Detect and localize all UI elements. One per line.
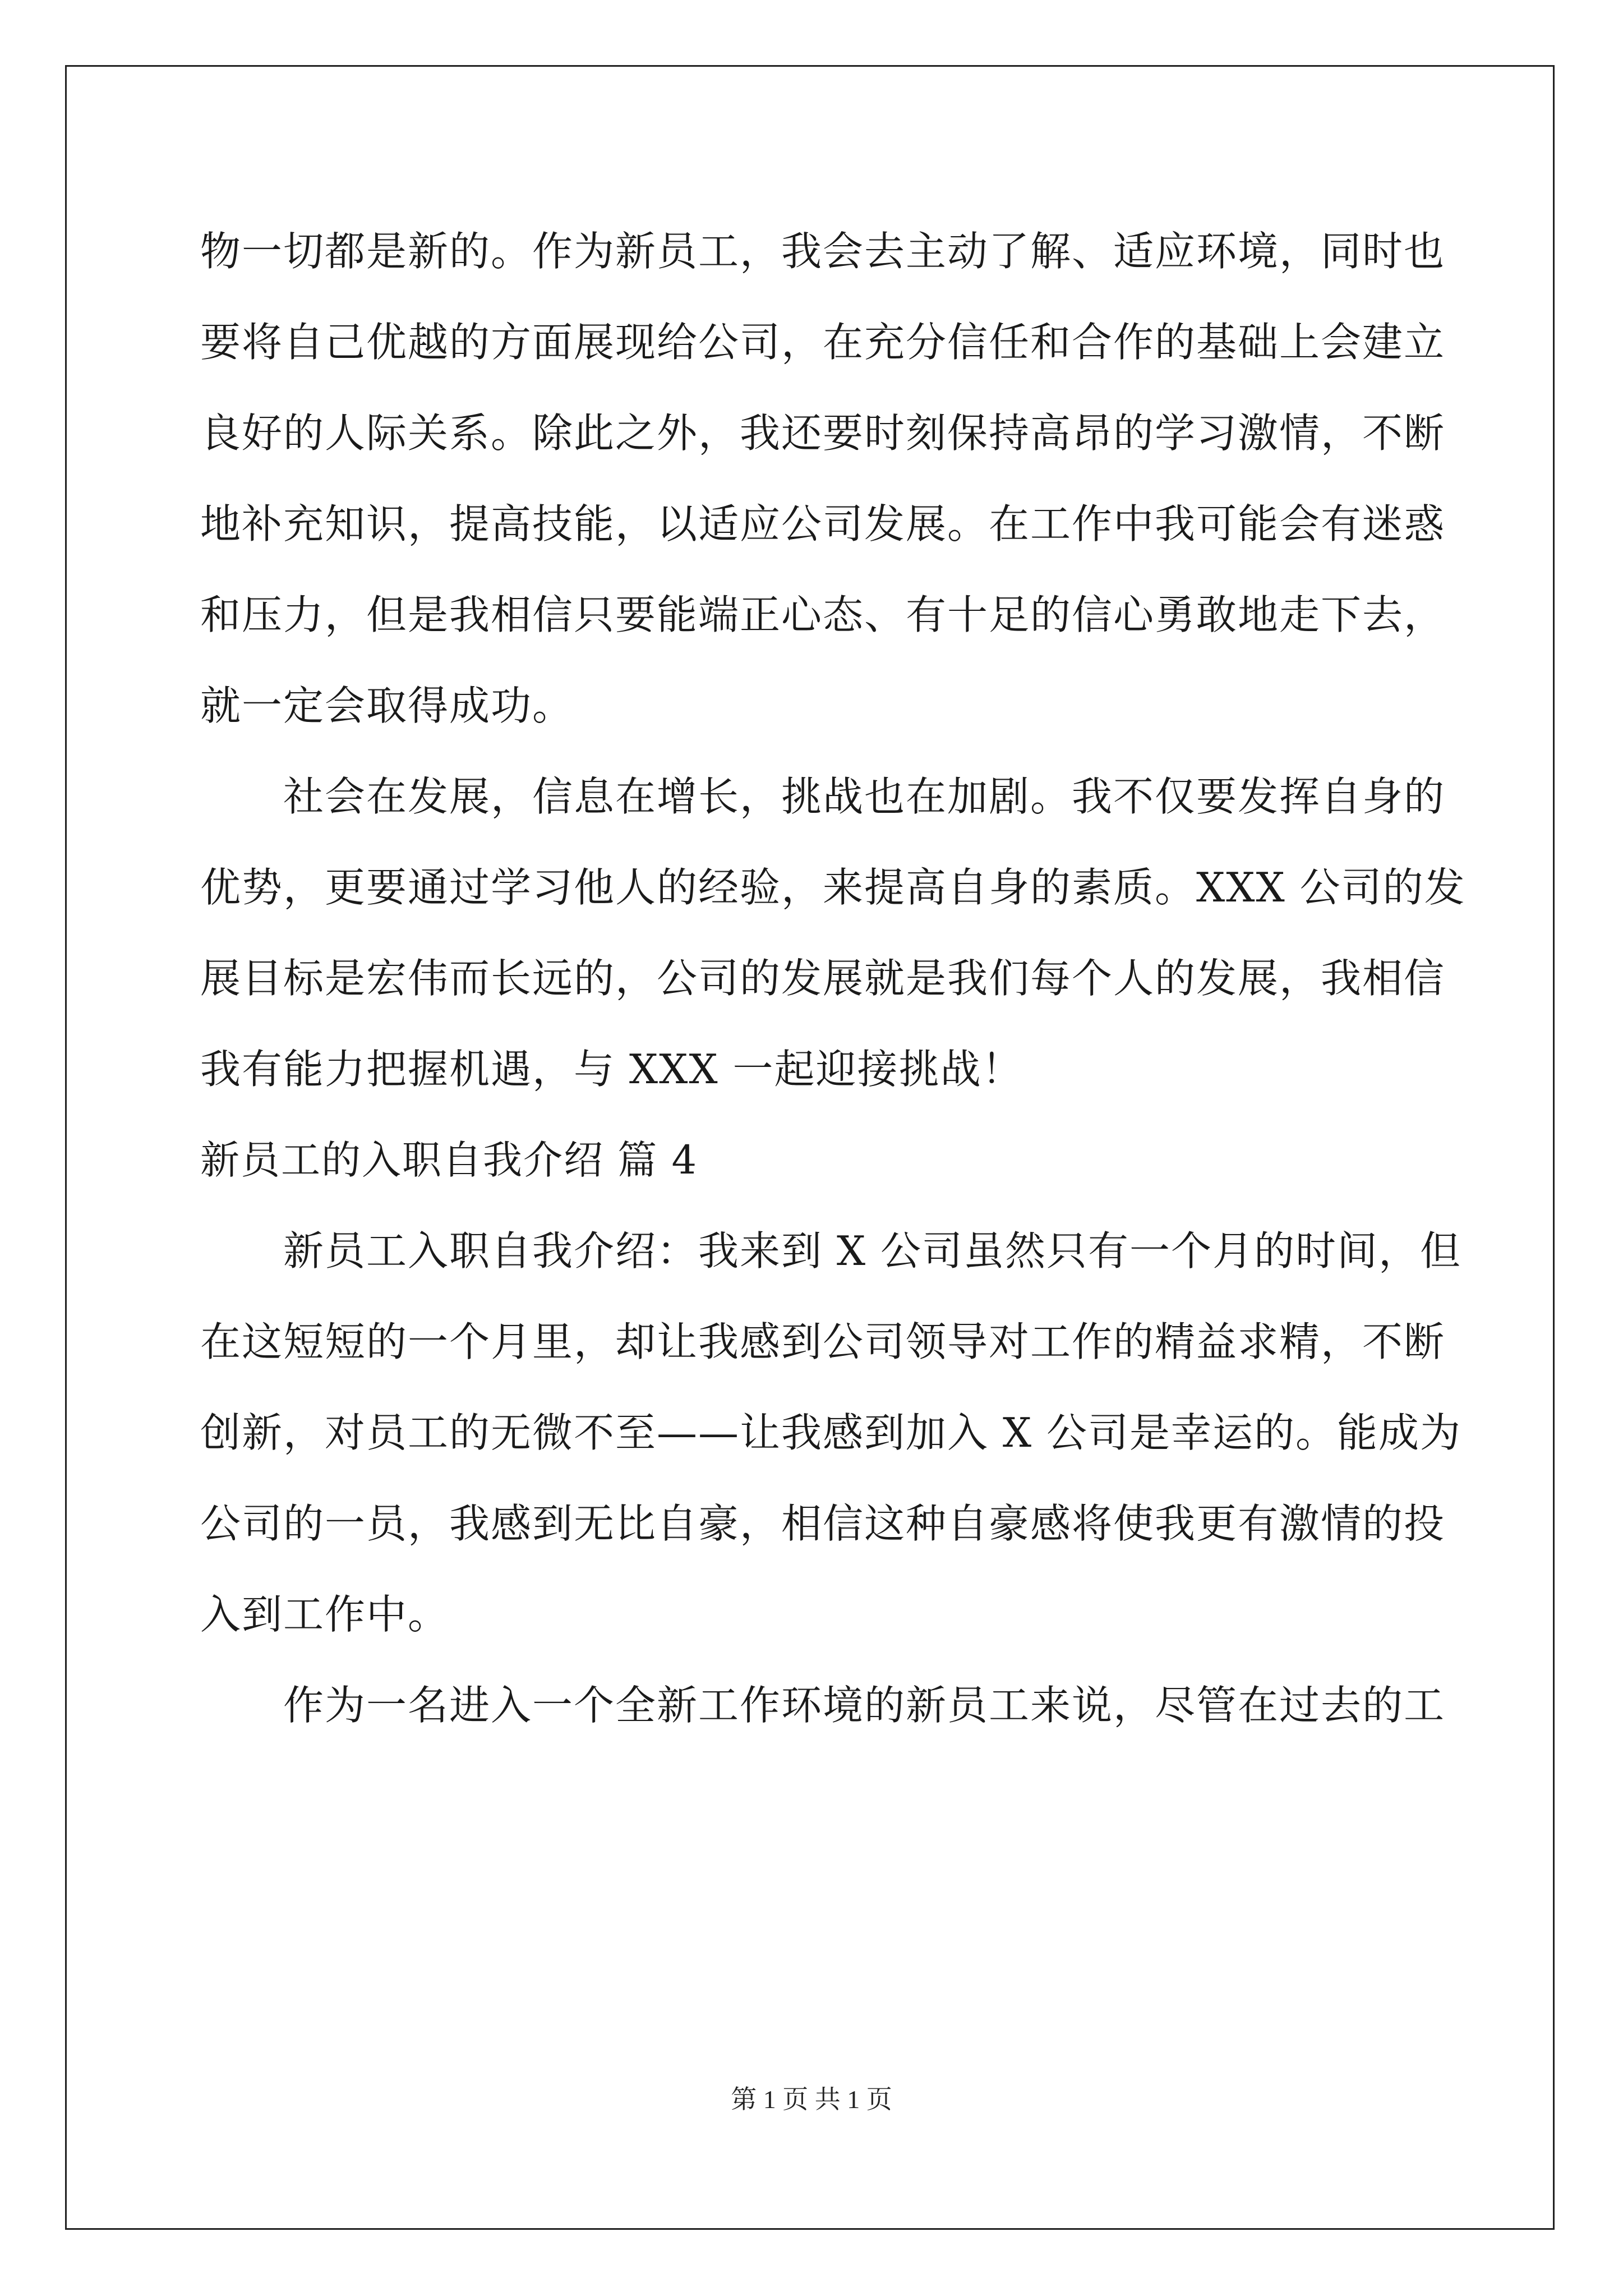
paragraph <box>200 1674 1446 1765</box>
text-line: 我有能力把握机遇，与 XXX 一起迎接挑战！ <box>200 1046 1023 1093</box>
text-line: 要将自己优越的方面展现给公司，在充分信任和合作的基础上会建立 <box>200 319 1446 366</box>
document-body <box>200 220 1466 1765</box>
paragraph <box>200 1220 1462 1674</box>
page-number-footer: 第 1 页 共 1 页 <box>731 2085 892 2114</box>
text-line: 作为一名进入一个全新工作环境的新员工来说，尽管在过去的工 <box>283 1682 1446 1729</box>
paragraph <box>200 220 1446 765</box>
text-line: 和压力，但是我相信只要能端正心态、有十足的信心勇敢地走下去， <box>200 591 1446 638</box>
text-line: 地补充知识，提高技能，以适应公司发展。在工作中我可能会有迷惑 <box>200 500 1446 547</box>
text-line: 在这短短的一个月里，却让我感到公司领导对工作的精益求精，不断 <box>200 1318 1446 1365</box>
text-line: 物一切都是新的。作为新员工，我会去主动了解、适应环境，同时也 <box>200 228 1446 275</box>
text-line: 新员工入职自我介绍：我来到 X 公司虽然只有一个月的时间，但 <box>283 1227 1462 1274</box>
paragraph <box>200 765 1466 1129</box>
text-line: 良好的人际关系。除此之外，我还要时刻保持高昂的学习激情，不断 <box>200 409 1446 457</box>
text-line: 公司的一员，我感到无比自豪，相信这种自豪感将使我更有激情的投 <box>200 1500 1446 1547</box>
text-line: 就一定会取得成功。 <box>200 682 574 729</box>
text-line: 创新，对员工的无微不至——让我感到加入 X 公司是幸运的。能成为 <box>200 1409 1462 1456</box>
text-line: 展目标是宏伟而长远的，公司的发展就是我们每个人的发展，我相信 <box>200 955 1446 1002</box>
text-line: 社会在发展，信息在增长，挑战也在加剧。我不仅要发挥自身的 <box>283 773 1446 820</box>
text-line: 优势，更要通过学习他人的经验，来提高自身的素质。XXX 公司的发 <box>200 864 1466 911</box>
section-heading: 新员工的入职自我介绍 篇 4 <box>200 1137 698 1183</box>
text-line: 入到工作中。 <box>200 1591 450 1638</box>
